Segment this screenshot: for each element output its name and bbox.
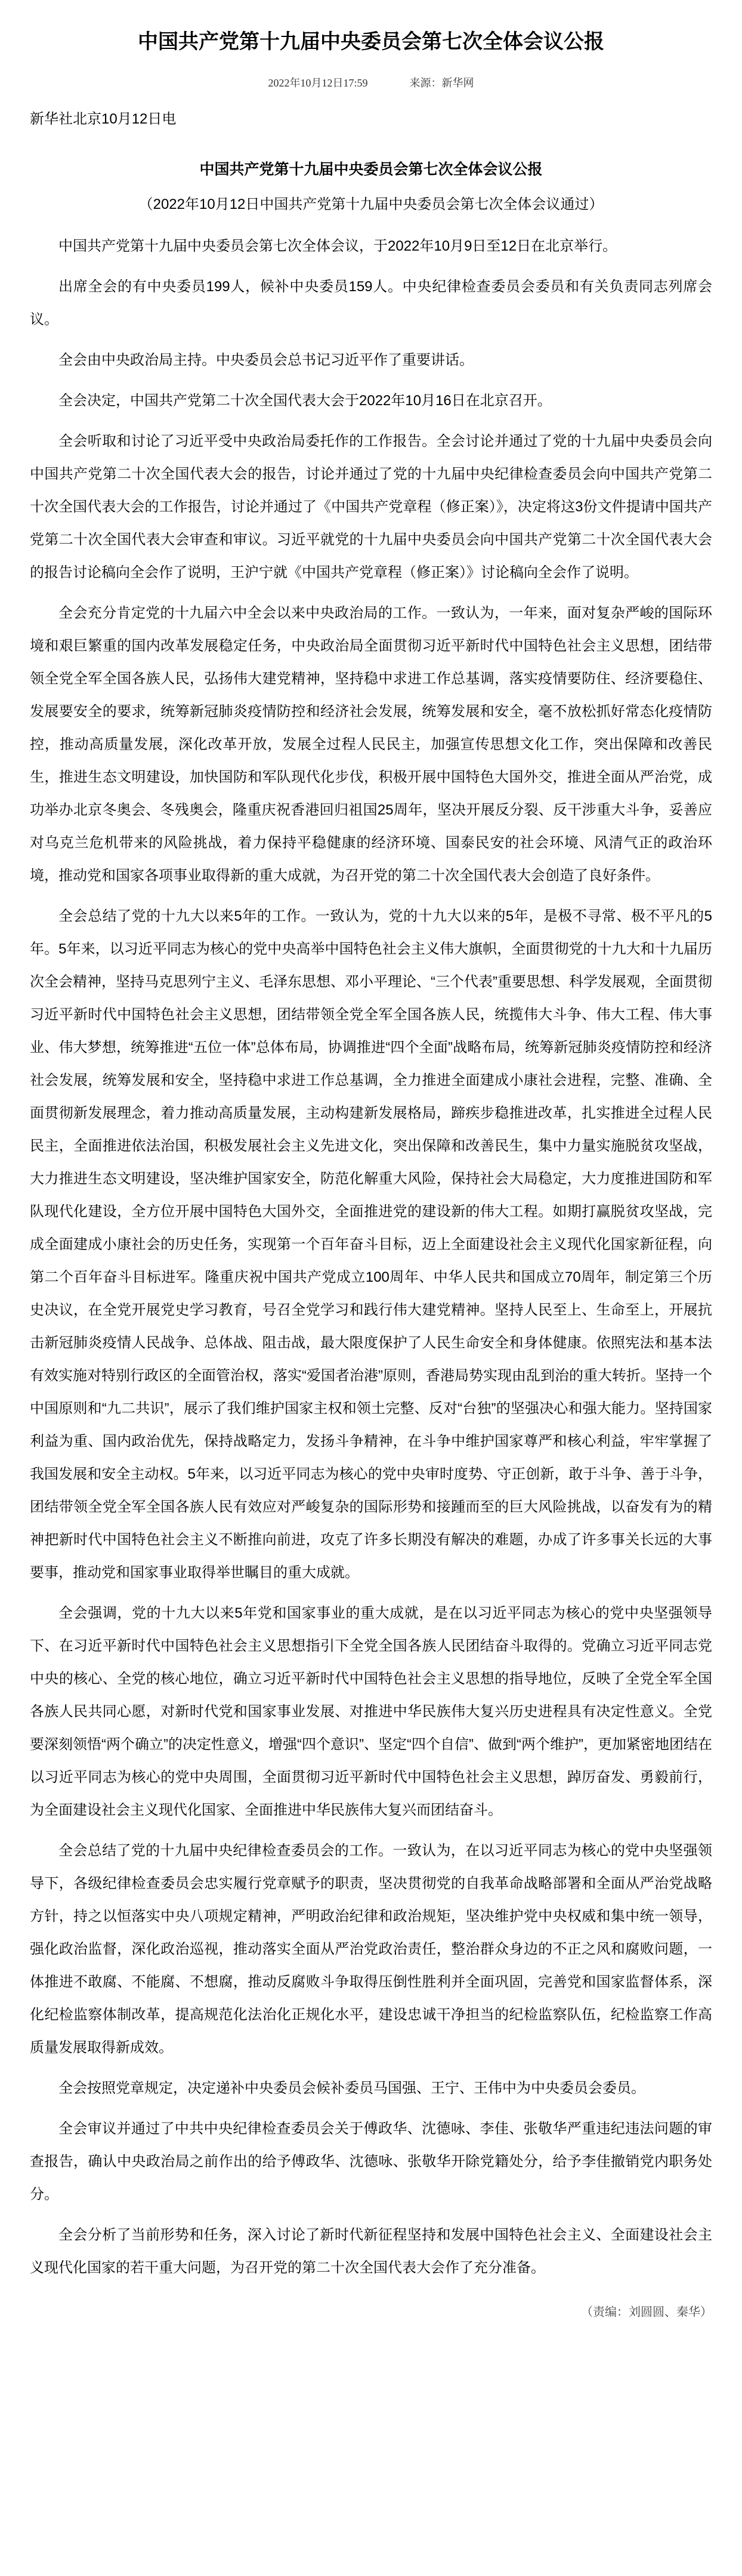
article-paragraph: 全会充分肯定党的十九届六中全会以来中央政治局的工作。一致认为，一年来，面对复杂严峻的国际环境和艰巨繁重的国内改革发展稳定任务，中央政治局全面贯彻习近平新时代中国特色社会主义思想，团结带领全党全军全国各族人民，弘扬伟大建党精神，坚持稳中求进工作总基调，落实疫情要防住、经济要稳住、发展要安全的要求，统筹新冠肺炎疫情防控和经济社会发展，统筹发展和安全，毫不放松抓好常态化疫情防控，推动高质量发展，深化改革开放，发展全过程人民民主，加强宣传思想文化工作，突出保障和改善民生，推进生态文明建设，加快国防和军队现代化步伐，积极开展中国特色大国外交，推进全面从严治党，成功举办北京冬奥会、冬残奥会，隆重庆祝香港回归祖国25周年，坚决开展反分裂、反干涉重大斗争，妥善应对乌克兰危机带来的风险挑战，着力保持平稳健康的经济环境、国泰民安的社会环境、风清气正的政治环境，推动党和国家各项事业取得新的重大成就，为召开党的第二十次全国代表大会创造了良好条件。 (30, 605, 712, 884)
article-paragraph: 全会分析了当前形势和任务，深入讨论了新时代新征程坚持和发展中国特色社会主义、全面建设社会主义现代化国家的若干重大问题，为召开党的第二十次全国代表大会作了充分准备。 (30, 2227, 712, 2276)
article-subtitle: 中国共产党第十九届中央委员会第七次全体会议公报 (199, 161, 543, 178)
article-paragraph: 全会审议并通过了中共中央纪律检查委员会关于傅政华、沈德咏、李佳、张敬华严重违纪违法问题的审查报告，确认中央政治局之前作出的给予傅政华、沈德咏、张敬华开除党籍处分，给予李佳撤销党内职务处分。 (30, 2121, 712, 2202)
article-body (30, 103, 712, 2329)
page-title: 中国共产党第十九届中央委员会第七次全体会议公报 (138, 30, 604, 53)
article-paragraph: 全会听取和讨论了习近平受中央政治局委托作的工作报告。全会讨论并通过了党的十九届中央委员会向中国共产党第二十次全国代表大会的报告，讨论并通过了党的十九届中央纪律检查委员会向中国共产党第二十次全国代表大会的工作报告，讨论并通过了《中国共产党章程（修正案）》，决定将这3份文件提请中国共产党第二十次全国代表大会审查和审议。习近平就党的十九届中央委员会向中国共产党第二十次全国代表大会的报告讨论稿向全会作了说明，王沪宁就《中国共产党章程（修正案）》讨论稿向全会作了说明。 (30, 433, 712, 581)
article-paragraph: 全会决定，中国共产党第二十次全国代表大会于2022年10月16日在北京召开。 (58, 393, 552, 409)
article-paragraph: 全会按照党章规定，决定递补中央委员会候补委员马国强、王宁、王伟中为中央委员会委员。 (58, 2080, 645, 2096)
publish-datetime: 2022年10月12日17:59 (268, 77, 368, 89)
article-paragraph: 全会总结了党的十九届中央纪律检查委员会的工作。一致认为，在以习近平同志为核心的党中央坚强领导下，各级纪律检查委员会忠实履行党章赋予的职责，坚决贯彻党的自我革命战略部署和全面从严治党战略方针，持之以恒落实中央八项规定精神，严明政治纪律和政治规矩，坚决维护党中央权威和集中统一领导，强化政治监督，深化政治巡视，推动落实全面从严治党政治责任，整治群众身边的不正之风和腐败问题，一体推进不敢腐、不能腐、不想腐，推动反腐败斗争取得压倒性胜利并全面巩固，完善党和国家监督体系，深化纪检监察体制改革，提高规范化法治化正规化水平，建设忠诚干净担当的纪检监察队伍，纪检监察工作高质量发展取得新成效。 (30, 1843, 712, 2056)
article-meta (30, 75, 712, 91)
article-paragraph: 全会由中央政治局主持。中央委员会总书记习近平作了重要讲话。 (58, 352, 474, 368)
article-paragraph: 全会强调，党的十九大以来5年党和国家事业的重大成就，是在以习近平同志为核心的党中央坚强领导下、在习近平新时代中国特色社会主义思想指引下全党全国各族人民团结奋斗取得的。党确立习近平同志党中央的核心、全党的核心地位，确立习近平新时代中国特色社会主义思想的指导地位，反映了全党全军全国各族人民共同心愿，对新时代党和国家事业发展、对推进中华民族伟大复兴历史进程具有决定性意义。全党要深刻领悟“两个确立”的决定性意义，增强“四个意识”、坚定“四个自信”、做到“两个维护”，更加紧密地团结在以习近平同志为核心的党中央周围，全面贯彻习近平新时代中国特色社会主义思想，踔厉奋发、勇毅前行，为全面建设社会主义现代化国家、全面推进中华民族伟大复兴而团结奋斗。 (30, 1605, 712, 1818)
adoption-note: （2022年10月12日中国共产党第十九届中央委员会第七次全体会议通过） (138, 196, 604, 212)
dateline: 新华社北京10月12日电 (30, 111, 177, 127)
article-paragraph: 出席全会的有中央委员199人，候补中央委员159人。中央纪律检查委员会委员和有关负责同志列席会议。 (30, 279, 712, 328)
article-paragraphs (30, 230, 712, 2284)
source-text: 来源：新华网 (409, 77, 474, 89)
article-paragraph: 中国共产党第十九届中央委员会第七次全体会议，于2022年10月9日至12日在北京举行。 (58, 238, 617, 254)
editor-footer: （责编：刘圆圆、秦华） (581, 2306, 712, 2319)
article-paragraph: 全会总结了党的十九大以来5年的工作。一致认为，党的十九大以来的5年，是极不寻常、极不平凡的5年。5年来，以习近平同志为核心的党中央高举中国特色社会主义伟大旗帜，全面贯彻党的十九大和十九届历次全会精神，坚持马克思列宁主义、毛泽东思想、邓小平理论、“三个代表”重要思想、科学发展观，全面贯彻习近平新时代中国特色社会主义思想，团结带领全党全军全国各族人民，统揽伟大斗争、伟大工程、伟大事业、伟大梦想，统筹推进“五位一体”总体布局，协调推进“四个全面”战略布局，统筹新冠肺炎疫情防控和经济社会发展，统筹发展和安全，坚持稳中求进工作总基调，全力推进全面建成小康社会进程，完整、准确、全面贯彻新发展理念，着力推动高质量发展，主动构建新发展格局，蹄疾步稳推进改革，扎实推进全过程人民民主，全面推进依法治国，积极发展社会主义先进文化，突出保障和改善民生，集中力量实施脱贫攻坚战，大力推进生态文明建设，坚决维护国家安全，防范化解重大风险，保持社会大局稳定，大力度推进国防和军队现代化建设，全方位开展中国特色大国外交，全面推进党的建设新的伟大工程。如期打赢脱贫攻坚战，完成全面建成小康社会的历史任务，实现第一个百年奋斗目标，迈上全面建设社会主义现代化国家新征程，向第二个百年奋斗目标进军。隆重庆祝中国共产党成立100周年、中华人民共和国成立70周年，制定第三个历史决议，在全党开展党史学习教育，号召全党学习和践行伟大建党精神。坚持人民至上、生命至上，开展抗击新冠肺炎疫情人民战争、总体战、阻击战，最大限度保护了人民生命安全和身体健康。依照宪法和基本法有效实施对特别行政区的全面管治权，落实“爱国者治港”原则，香港局势实现由乱到治的重大转折。坚持一个中国原则和“九二共识”，展示了我们维护国家主权和领土完整、反对“台独”的坚强决心和强大能力。坚持国家利益为重、国内政治优先，保持战略定力，发扬斗争精神，在斗争中维护国家尊严和核心利益，牢牢掌握了我国发展和安全主动权。5年来，以习近平同志为核心的党中央审时度势、守正创新，敢于斗争、善于斗争，团结带领全党全军全国各族人民有效应对严峻复杂的国际形势和接踵而至的巨大风险挑战，以奋发有为的精神把新时代中国特色社会主义不断推向前进，攻克了许多长期没有解决的难题，办成了许多事关长远的大事要事，推动党和国家事业取得举世瞩目的重大成就。 (30, 908, 712, 1581)
